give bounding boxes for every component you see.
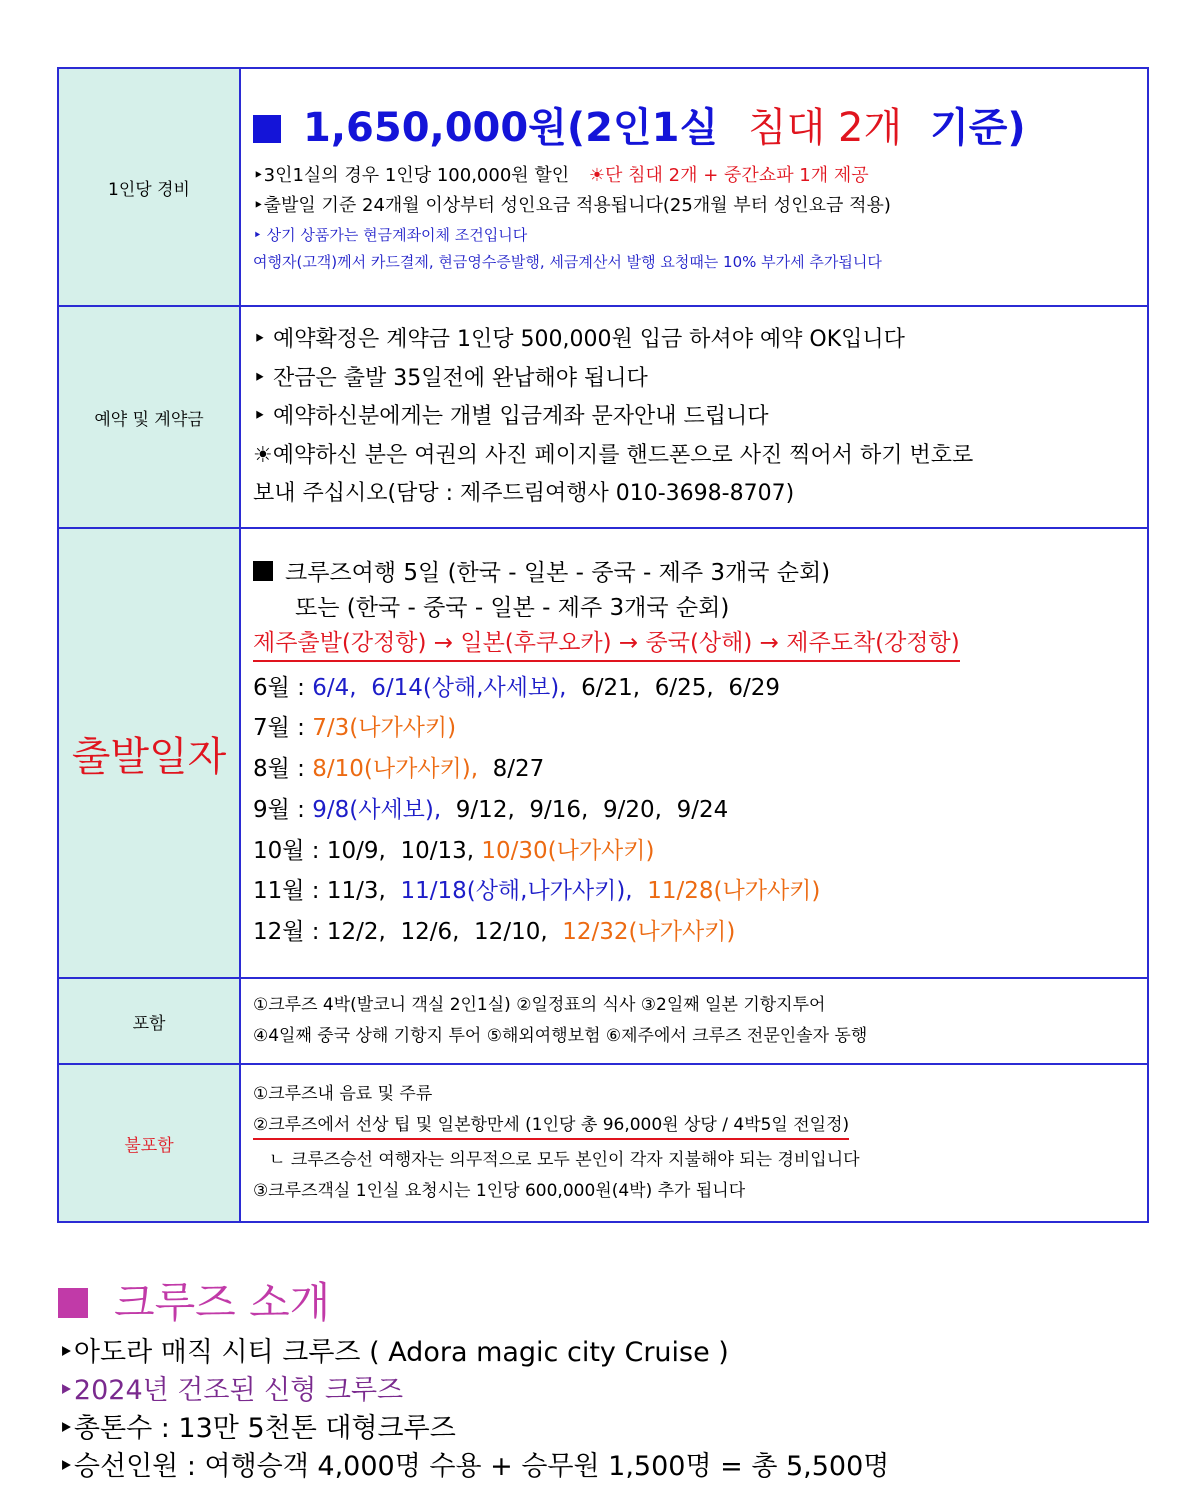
date-item: 8/27 <box>492 756 545 782</box>
date-item: 9/24 <box>676 796 729 823</box>
cost-label: 1인당 경비 <box>58 68 240 306</box>
september-dates <box>253 796 1147 825</box>
cruise-intro-title: 크루즈 소개 <box>114 1278 331 1327</box>
excluded-line-1: ①크루즈내 음료 및 주류 <box>253 1083 433 1104</box>
june-dates <box>253 674 1147 703</box>
departure-label: 출발일자 <box>58 528 240 978</box>
account-notice-line: ‣ 예약하신분에게는 개별 입금계좌 문자안내 드립니다 <box>253 404 769 430</box>
month-label: 9월 : <box>253 796 313 823</box>
cruise-title: 크루즈여행 5일 (한국 - 일본 - 중국 - 제주 3개국 순회) <box>285 560 831 587</box>
month-label: 12월 : <box>253 919 327 945</box>
age-policy-line: ‣출발일 기준 24개월 이상부터 성인요금 적용됩니다(25개월 부터 성인요금 적용) <box>253 195 891 217</box>
month-label: 10월 : <box>253 837 327 864</box>
cruise-alt-title: 또는 (한국 - 중국 - 일본 - 제주 3개국 순회) <box>295 595 730 621</box>
date-item: 12/32(나가사키) <box>562 919 736 945</box>
square-bullet-icon <box>58 1288 88 1318</box>
vat-line: 여행자(고객)께서 카드결제, 현금영수증발행, 세금계산서 발행 요청때는 10% 부가세 추가됩니다 <box>253 252 882 271</box>
excluded-fees-text: ②크루즈에서 선상 팁 및 일본항만세 (1인당 총 96,000원 상당 / 4박5일 전일정) <box>253 1115 849 1140</box>
intro-capacity: ‣승선인원 : 여행승객 4,000명 수용 + 승무원 1,500명 = 총 5,500명 <box>58 1451 890 1482</box>
deposit-line: ‣ 예약확정은 계약금 1인당 500,000원 입금 하셔야 예약 OK입니다 <box>253 327 905 353</box>
excluded-row <box>58 1064 1148 1222</box>
date-item: 6/25, <box>654 674 714 701</box>
reservation-row <box>58 306 1148 528</box>
cash-condition-line: ‣ 상기 상품가는 현금계좌이체 조건입니다 <box>253 225 528 244</box>
departure-content <box>240 528 1148 978</box>
excluded-content <box>240 1064 1148 1222</box>
date-item: 10/13, <box>400 837 475 864</box>
cruise-intro-heading <box>58 1270 330 1330</box>
route-text: 제주출발(강정항) → 일본(후쿠오카) → 중국(상해) → 제주도착(강정항) <box>253 629 960 662</box>
route-line <box>253 629 1147 662</box>
included-content <box>240 978 1148 1064</box>
intro-built-year: ‣2024년 건조된 신형 크루즈 <box>58 1375 404 1406</box>
square-bullet-icon <box>253 561 273 581</box>
date-item: 9/8(사세보), <box>312 796 442 823</box>
month-label: 6월 : <box>253 674 313 701</box>
intro-ship-name: ‣아도라 매직 시티 크루즈 ( Adora magic city Cruise ) <box>58 1337 729 1368</box>
price-beds: 침대 2개 <box>748 104 903 151</box>
month-label: 11월 : <box>253 878 327 905</box>
cost-content <box>240 68 1148 306</box>
date-item: 7/3(나가사키) <box>312 715 457 742</box>
reservation-content <box>240 306 1148 528</box>
cost-row <box>58 68 1148 306</box>
date-item: 8/10(나가사키), <box>312 756 479 782</box>
intro-tonnage: ‣총톤수 : 13만 5천톤 대형크루즈 <box>58 1413 456 1444</box>
departure-row <box>58 528 1148 978</box>
month-label: 7월 : <box>253 715 313 742</box>
discount-line <box>253 165 1147 188</box>
included-line-2: ④4일째 중국 상해 기항지 투어 ⑤해외여행보험 ⑥제주에서 크루즈 전문인솔자 동행 <box>253 1026 868 1046</box>
date-item: 10/9, <box>326 837 386 864</box>
date-item: 11/3, <box>326 878 386 905</box>
excluded-label: 불포함 <box>58 1064 240 1222</box>
excluded-line-2 <box>253 1115 1147 1140</box>
date-item: 12/10, <box>474 919 548 945</box>
date-item: 6/21, <box>581 674 641 701</box>
date-item: 6/4, <box>312 674 357 701</box>
excluded-line-4: ③크루즈객실 1인실 요청시는 1인당 600,000원(4박) 추가 됩니다 <box>253 1181 746 1202</box>
excluded-line-3: ㄴ 크루즈승선 여행자는 의무적으로 모두 본인이 각자 지불해야 되는 경비입니다 <box>269 1150 860 1170</box>
included-row <box>58 978 1148 1064</box>
month-label: 8월 : <box>253 756 313 782</box>
contact-line: 보내 주십시오(담당 : 제주드림여행사 010-3698-8707) <box>253 481 795 507</box>
december-dates <box>253 918 1147 947</box>
date-item: 10/30(나가사키) <box>481 837 655 864</box>
november-dates <box>253 877 1147 906</box>
cruise-title-line <box>253 559 1147 588</box>
included-line-1: ①크루즈 4박(발코니 객실 2인1실) ②일정표의 식사 ③2일째 일본 기항지투어 <box>253 994 826 1015</box>
passport-line: ☀예약하신 분은 여권의 사진 페이지를 핸드폰으로 사진 찍어서 하기 번호로 <box>253 442 974 468</box>
date-item: 6/29 <box>728 674 780 701</box>
square-bullet-icon <box>253 115 281 143</box>
price-main: 1,650,000원(2인1실 <box>303 104 719 151</box>
august-dates <box>253 755 1147 784</box>
date-item: 12/2, <box>326 919 386 945</box>
included-label: 포함 <box>58 978 240 1064</box>
discount-note: ☀단 침대 2개 + 중간쇼파 1개 제공 <box>588 164 869 186</box>
date-item: 11/18(상해,나가사키), <box>400 878 633 905</box>
date-item: 12/6, <box>400 919 460 945</box>
october-dates <box>253 837 1147 866</box>
july-dates <box>253 714 1147 743</box>
price-basis: 기준) <box>930 104 1026 151</box>
date-item: 9/16, <box>529 796 589 823</box>
price-headline <box>253 103 1147 153</box>
balance-line: ‣ 잔금은 출발 35일전에 완납해야 됩니다 <box>253 365 648 391</box>
tour-info-table <box>57 67 1149 1223</box>
date-item: 9/20, <box>602 796 662 823</box>
discount-text: ‣3인1실의 경우 1인당 100,000원 할인 <box>253 164 570 186</box>
date-item: 11/28(나가사키) <box>647 878 821 905</box>
reservation-label: 예약 및 계약금 <box>58 306 240 528</box>
date-item: 9/12, <box>455 796 515 823</box>
date-item: 6/14(상해,사세보), <box>371 674 567 701</box>
